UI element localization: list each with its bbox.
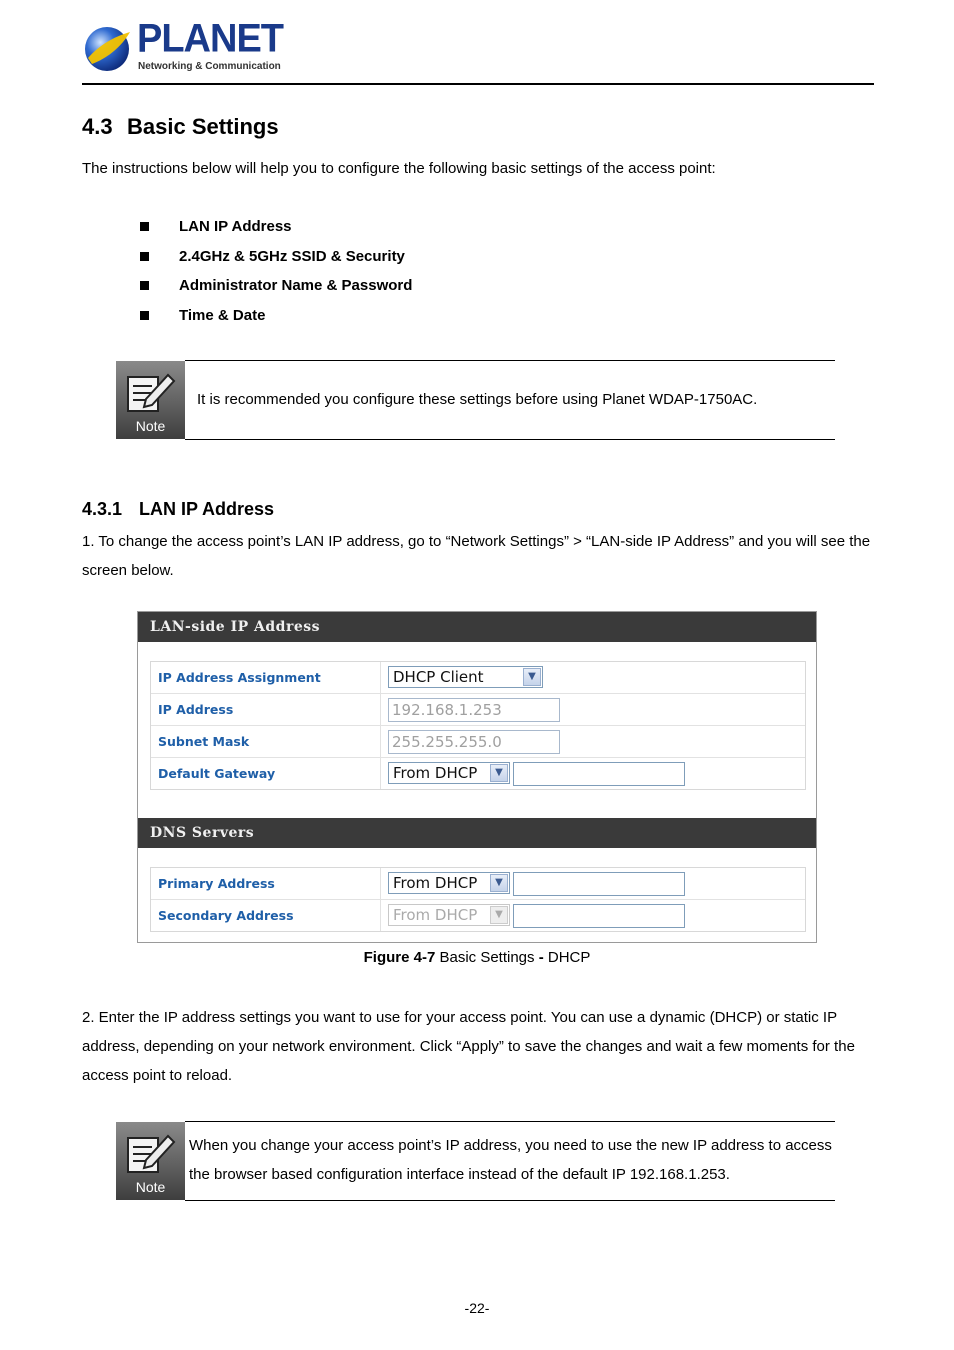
step2-paragraph: 2. Enter the IP address settings you want to use for your access point. You can use a dynamic (DHCP) or static IP address, depending on your network environment. Click “Apply” to save the changes and wait a few moments for the access point to reload. xyxy=(82,1009,855,1084)
primary-address-label: Primary Address xyxy=(151,868,381,899)
note-text: It is recommended you configure these settings before using Planet WDAP-1750AC. xyxy=(197,391,758,408)
table-row xyxy=(151,868,805,900)
chevron-down-icon: ▼ xyxy=(490,874,508,892)
subsection-heading xyxy=(82,499,274,520)
lan-settings-table xyxy=(150,661,806,790)
secondary-address-field[interactable] xyxy=(513,904,685,928)
planet-logo xyxy=(82,16,283,78)
table-row xyxy=(151,726,805,758)
table-row xyxy=(151,694,805,726)
ip-address-label: IP Address xyxy=(151,694,381,725)
table-row xyxy=(151,758,805,789)
secondary-address-select[interactable]: From DHCP ▼ xyxy=(388,904,510,926)
note-box xyxy=(185,360,835,440)
section-heading xyxy=(82,114,279,140)
header-divider xyxy=(82,83,874,85)
default-gateway-label: Default Gateway xyxy=(151,758,381,789)
subsection-number: 4.3.1 xyxy=(82,499,123,519)
page-number: -22- xyxy=(464,1300,490,1316)
chevron-down-icon: ▼ xyxy=(523,668,541,686)
note-label: Note xyxy=(135,1179,166,1195)
subnet-mask-label: Subnet Mask xyxy=(151,726,381,757)
secondary-address-label: Secondary Address xyxy=(151,900,381,931)
table-row xyxy=(151,662,805,694)
globe-logo-icon xyxy=(82,24,132,74)
section-number: 4.3 xyxy=(82,114,113,139)
table-row xyxy=(151,900,805,931)
primary-address-field[interactable] xyxy=(513,872,685,896)
note-box xyxy=(185,1121,835,1201)
note-icon xyxy=(116,361,185,439)
note-icon xyxy=(116,1122,185,1200)
ip-assignment-select[interactable]: DHCP Client ▼ xyxy=(388,666,543,688)
bullet-square-icon xyxy=(140,252,149,261)
brand-tagline: Networking & Communication xyxy=(138,61,281,72)
bullet-square-icon xyxy=(140,311,149,320)
figure-caption: Figure 4-7 Basic Settings - DHCP xyxy=(363,949,591,966)
bullet-square-icon xyxy=(140,281,149,290)
default-gateway-field[interactable] xyxy=(513,762,685,786)
lan-panel-header: LAN-side IP Address xyxy=(138,612,816,642)
chevron-down-icon: ▼ xyxy=(490,906,508,924)
subsection-title: LAN IP Address xyxy=(139,499,275,519)
bullet-square-icon xyxy=(140,222,149,231)
ip-address-field[interactable]: 192.168.1.253 xyxy=(388,698,560,722)
dns-panel-header: DNS Servers xyxy=(138,818,816,848)
section-title: Basic Settings xyxy=(127,114,279,139)
chevron-down-icon: ▼ xyxy=(490,764,508,782)
primary-address-select[interactable]: From DHCP ▼ xyxy=(388,872,510,894)
subnet-mask-field[interactable]: 255.255.255.0 xyxy=(388,730,560,754)
note-label: Note xyxy=(135,418,166,434)
step1-paragraph: 1. To change the access point’s LAN IP address, go to “Network Settings” > “LAN-side IP Address” and you will see the screen below. xyxy=(82,533,871,579)
dns-settings-table xyxy=(150,867,806,932)
notepad-pencil-icon xyxy=(124,1130,176,1176)
lan-settings-screenshot xyxy=(137,611,817,943)
ip-assignment-label: IP Address Assignment xyxy=(151,662,381,693)
intro-paragraph: The instructions below will help you to configure the following basic settings of the access point: xyxy=(82,160,716,177)
notepad-pencil-icon xyxy=(124,369,176,415)
brand-name: PLANET xyxy=(137,16,283,62)
note-text: When you change your access point’s IP address, you need to use the new IP address to access the browser based configuration interface instead of the default IP 192.168.1.253. xyxy=(189,1137,832,1183)
default-gateway-select[interactable]: From DHCP ▼ xyxy=(388,762,510,784)
